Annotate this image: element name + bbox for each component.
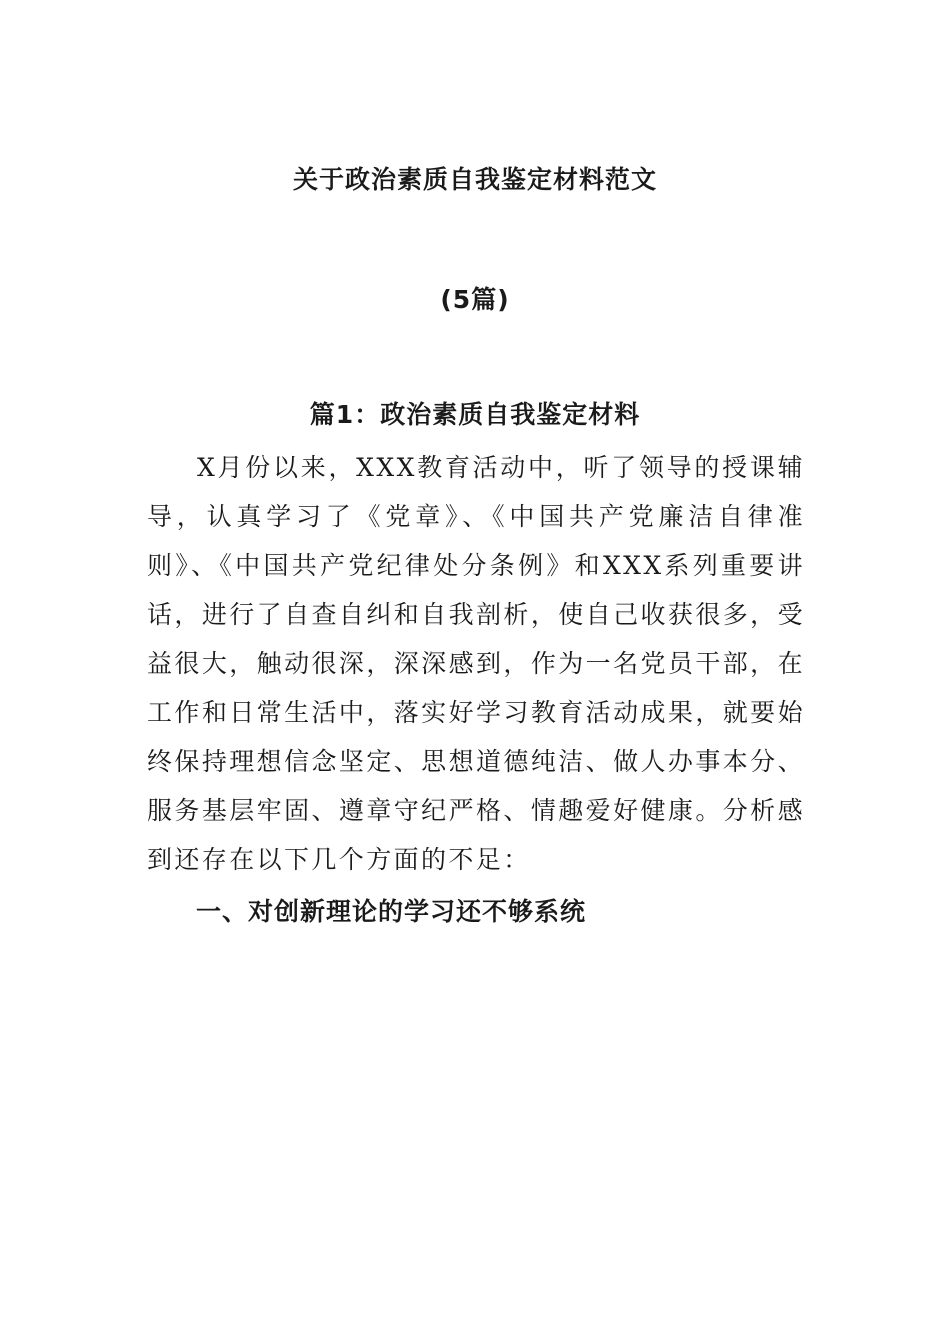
body-text: [147, 443, 805, 884]
subheading: 一、对创新理论的学习还不够系统: [196, 897, 587, 926]
document-subtitle: (5篇): [440, 285, 510, 314]
document-title: 关于政治素质自我鉴定材料范文: [292, 165, 657, 194]
section-title: 篇1：政治素质自我鉴定材料: [309, 400, 641, 429]
body-paragraph: X月份以来，XXX教育活动中，听了领导的授课辅导，认真学习了《党章》、《中国共产党廉洁自律准则》、《中国共产党纪律处分条例》和XXX系列重要讲话，进行了自查自纠和自我剖析，使自己收获很多，受益很大，触动很深，深深感到，作为一名党员干部，在工作和日常生活中，落实好学习教育活动成果，就要始终保持理想信念坚定、思想道德纯洁、做人办事本分、服务基层牢固、遵章守纪严格、情趣爱好健康。分析感到还存在以下几个方面的不足：: [147, 453, 805, 874]
